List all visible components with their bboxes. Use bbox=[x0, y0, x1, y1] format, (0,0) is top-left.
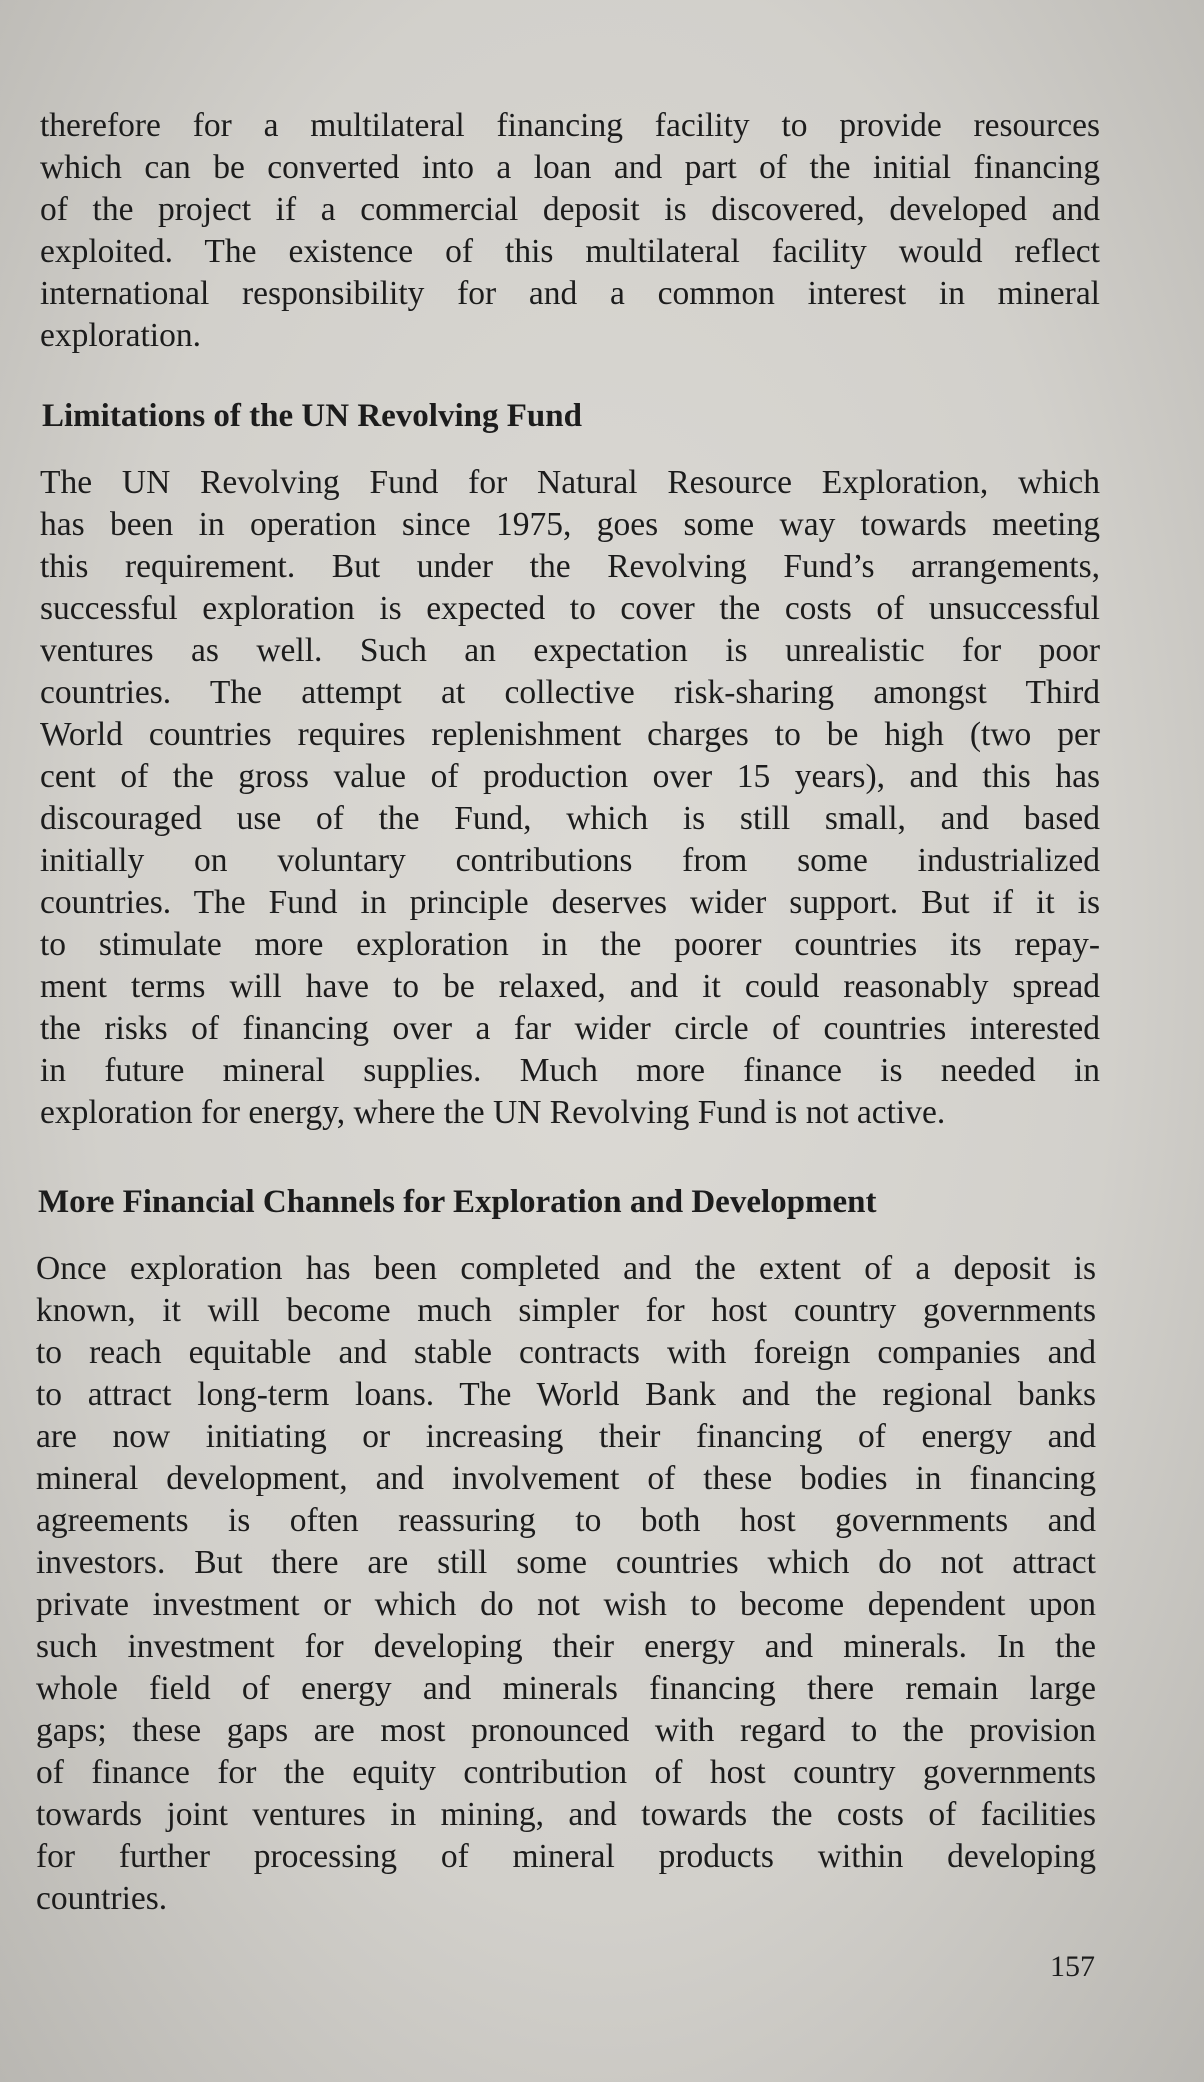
text-line: countries. bbox=[36, 1880, 168, 1917]
text-line: initially on voluntary contributions from some industrialized bbox=[40, 842, 1100, 879]
text-line: the risks of financing over a far wider circle of countries interested bbox=[40, 1010, 1100, 1047]
paragraph-1 bbox=[40, 105, 1100, 357]
text-line: of the project if a commercial deposit is discovered, developed and bbox=[40, 191, 1100, 228]
section-heading-financial-channels: More Financial Channels for Exploration and Development bbox=[38, 1184, 877, 1220]
text-line: for further processing of mineral products within developing bbox=[36, 1838, 1096, 1875]
text-line: discouraged use of the Fund, which is still small, and based bbox=[40, 800, 1100, 837]
text-line: has been in operation since 1975, goes some way towards meeting bbox=[40, 506, 1100, 543]
text-line: private investment or which do not wish to become dependent upon bbox=[36, 1586, 1096, 1623]
text-line: of finance for the equity contribution of host country governments bbox=[36, 1754, 1096, 1791]
text-line: investors. But there are still some countries which do not attract bbox=[36, 1544, 1096, 1581]
paragraph-3 bbox=[36, 1248, 1096, 1920]
text-line: exploited. The existence of this multilateral facility would reflect bbox=[40, 233, 1100, 270]
text-line: exploration for energy, where the UN Revolving Fund is not active. bbox=[40, 1094, 946, 1131]
text-line: whole field of energy and minerals financing there remain large bbox=[36, 1670, 1096, 1707]
text-line: countries. The attempt at collective risk-sharing amongst Third bbox=[40, 674, 1100, 711]
text-line: countries. The Fund in principle deserves wider support. But if it is bbox=[40, 884, 1100, 921]
text-line: successful exploration is expected to cover the costs of unsuccessful bbox=[40, 590, 1100, 627]
text-line: in future mineral supplies. Much more finance is needed in bbox=[40, 1052, 1100, 1089]
page-number: 157 bbox=[1050, 1950, 1095, 1983]
text-line: therefore for a multilateral financing facility to provide resources bbox=[40, 107, 1100, 144]
text-line: are now initiating or increasing their financing of energy and bbox=[36, 1418, 1096, 1455]
text-line: to attract long-term loans. The World Bank and the regional banks bbox=[36, 1376, 1096, 1413]
text-line: cent of the gross value of production over 15 years), and this has bbox=[40, 758, 1100, 795]
text-line: Once exploration has been completed and the extent of a deposit is bbox=[36, 1250, 1096, 1287]
section-heading-un-revolving-fund: Limitations of the UN Revolving Fund bbox=[42, 398, 582, 434]
text-line: The UN Revolving Fund for Natural Resource Exploration, which bbox=[40, 464, 1100, 501]
text-line: mineral development, and involvement of these bodies in financing bbox=[36, 1460, 1096, 1497]
text-line: which can be converted into a loan and part of the initial financing bbox=[40, 149, 1100, 186]
text-line: international responsibility for and a common interest in mineral bbox=[40, 275, 1100, 312]
text-line: World countries requires replenishment charges to be high (two per bbox=[40, 716, 1100, 753]
text-line: ventures as well. Such an expectation is unrealistic for poor bbox=[40, 632, 1100, 669]
text-line: towards joint ventures in mining, and towards the costs of facilities bbox=[36, 1796, 1096, 1833]
text-line: known, it will become much simpler for host country governments bbox=[36, 1292, 1096, 1329]
text-line: this requirement. But under the Revolving Fund’s arrangements, bbox=[40, 548, 1100, 585]
text-line: to reach equitable and stable contracts with foreign companies and bbox=[36, 1334, 1096, 1371]
text-line: to stimulate more exploration in the poorer countries its repay- bbox=[40, 926, 1100, 963]
text-line: exploration. bbox=[40, 317, 201, 354]
text-line: gaps; these gaps are most pronounced with regard to the provision bbox=[36, 1712, 1096, 1749]
paragraph-2 bbox=[40, 462, 1100, 1134]
text-line: such investment for developing their energy and minerals. In the bbox=[36, 1628, 1096, 1665]
text-line: agreements is often reassuring to both host governments and bbox=[36, 1502, 1096, 1539]
text-line: ment terms will have to be relaxed, and it could reasonably spread bbox=[40, 968, 1100, 1005]
